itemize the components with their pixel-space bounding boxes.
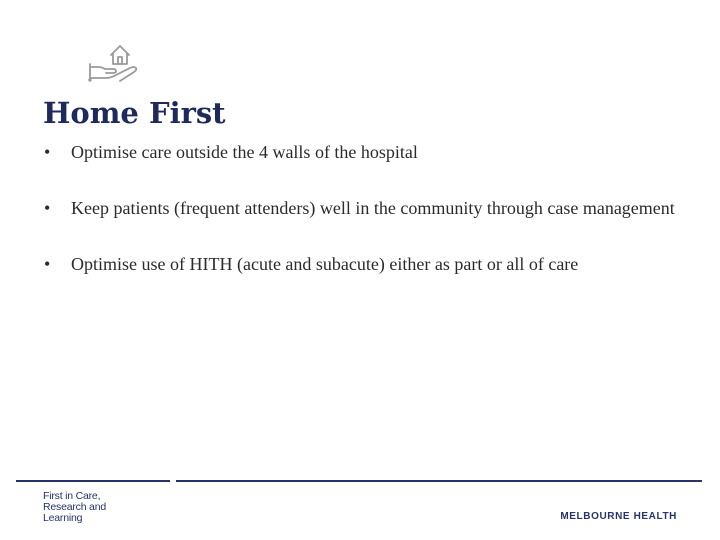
bullet-dot: • — [44, 198, 51, 218]
footer-tagline — [43, 491, 106, 524]
bullet-item — [44, 197, 684, 220]
bullet-text: Optimise care outside the 4 walls of the hospital — [71, 142, 418, 162]
bullet-dot: • — [44, 254, 51, 274]
bullet-text: Optimise use of HITH (acute and subacute) either as part or all of care — [71, 254, 579, 274]
bullet-dot: • — [44, 142, 51, 162]
bullet-text: Keep patients (frequent attenders) well in the community through case management — [71, 198, 675, 218]
tagline-line: Learning — [43, 512, 83, 524]
tagline-line: First in Care, — [43, 490, 101, 502]
bullet-item — [44, 141, 684, 164]
brand-name: MELBOURNE HEALTH — [560, 511, 677, 522]
footer-divider-left — [16, 480, 170, 482]
bullet-list — [44, 141, 684, 309]
hand-holding-house-icon — [86, 40, 142, 82]
tagline-line: Research and — [43, 501, 106, 513]
footer-divider-right — [176, 480, 702, 482]
slide-title: Home First — [43, 96, 226, 130]
bullet-item — [44, 253, 684, 276]
